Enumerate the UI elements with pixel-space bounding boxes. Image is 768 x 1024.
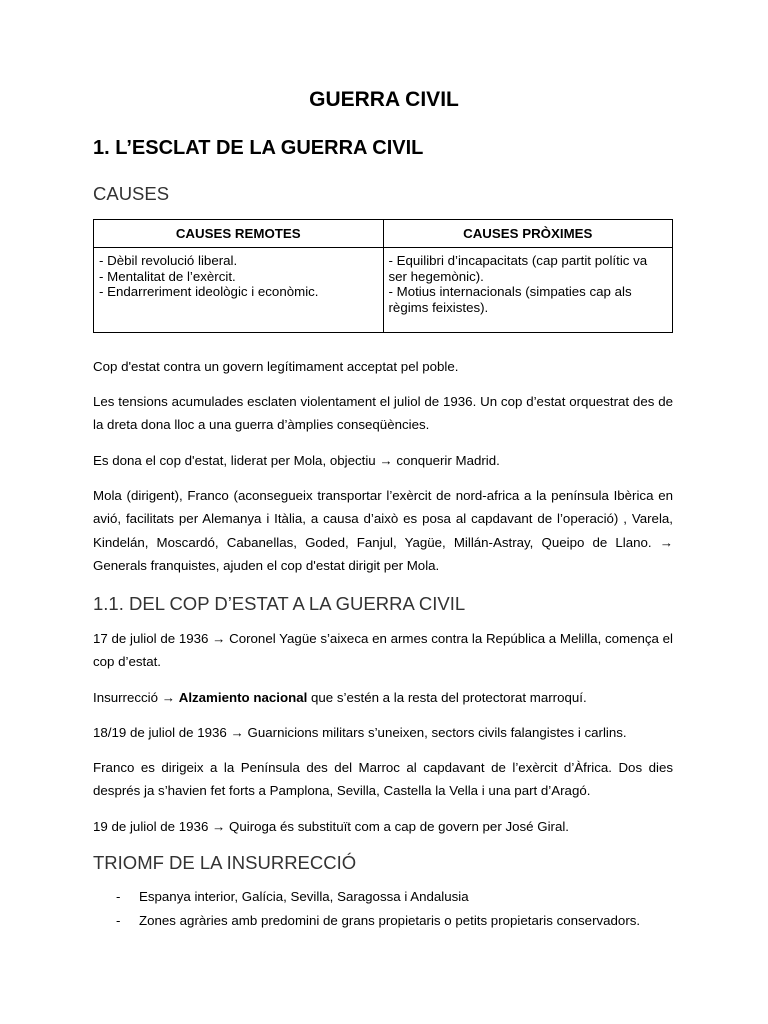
paragraph-19-juliol: 19 de juliol de 1936 → Quiroga és substituït com a cap de govern per José Giral. [93, 819, 570, 834]
header-causes-proximes: CAUSES PRÒXIMES [383, 220, 673, 248]
subheading-triomf: TRIOMF DE LA INSURRECCIÓ [93, 852, 357, 873]
list-item: - Dèbil revolució liberal. [99, 253, 238, 268]
causes-table-header-row [94, 220, 673, 248]
alzamiento-bold: Alzamiento nacional [178, 690, 308, 705]
paragraph-tensions: Les tensions acumulades esclaten violentament el juliol de 1936. Un cop d’estat orquestrat des de la dreta dona lloc a una guerra d’àmplies conseqüències. [93, 394, 673, 433]
list-item: - Equilibri d’incapacitats (cap partit polític va ser hegemònic). [388, 253, 648, 284]
subheading-causes: CAUSES [93, 183, 170, 204]
paragraph-franco-peninsula: Franco es dirigeix a la Península des del Marroc al capdavant de l’exèrcit d’Àfrica. Dos dies després ja s’havien fet forts a Pamplona, Sevilla, Castella la Vella i una part d’Aragó. [93, 760, 673, 799]
section-heading-esclat: 1. L’ESCLAT DE LA GUERRA CIVIL [93, 137, 424, 159]
list-item: - Espanya interior, Galícia, Sevilla, Saragossa i Andalusia [116, 889, 469, 904]
cell-causes-remotes [94, 248, 384, 333]
paragraph-17-juliol: 17 de juliol de 1936 → Coronel Yagüe s’aixeca en armes contra la República a Melilla, comença el cop d’estat. [93, 631, 673, 670]
causes-table-row [94, 248, 673, 333]
paragraph-mola-objectiu: Es dona el cop d'estat, liderat per Mola, objectiu → conquerir Madrid. [93, 453, 500, 468]
list-item: - Endarreriment ideològic i econòmic. [99, 284, 319, 299]
list-item: - Motius internacionals (simpaties cap als règims feixistes). [388, 284, 632, 315]
header-causes-remotes: CAUSES REMOTES [94, 220, 384, 248]
cell-causes-proximes [383, 248, 673, 333]
paragraph-18-19-juliol: 18/19 de juliol de 1936 → Guarnicions militars s’uneixen, sectors civils falangistes i carlins. [93, 725, 627, 740]
paragraph-insurreccio: Insurrecció → Alzamiento nacional que s’estén a la resta del protectorat marroquí. [93, 690, 587, 705]
list-item: - Zones agràries amb predomini de grans propietaris o petits propietaris conservadors. [116, 913, 641, 928]
triomf-list [93, 885, 693, 933]
paragraph-cop-estat: Cop d'estat contra un govern legítimament acceptat pel poble. [93, 359, 459, 374]
section-heading-cop-guerra: 1.1. DEL COP D’ESTAT A LA GUERRA CIVIL [93, 593, 466, 614]
causes-table [93, 219, 673, 333]
paragraph-generals: Mola (dirigent), Franco (aconsegueix transportar l’exèrcit de nord-africa a la península Ibèrica en avió, facilitats per Alemanya i Itàlia, a causa d’això es posa al capdavant de l’operació) , Varela, Kindelán, Moscardó, Cabanellas, Goded, Fanjul, Yagüe, Millán-Astray, Queipo de Llano. → Generals franquistes, ajuden el cop d'estat dirigit per Mola. [93, 488, 673, 573]
list-item: - Mentalitat de l’exèrcit. [99, 268, 236, 284]
document-title: GUERRA CIVIL [309, 88, 459, 111]
